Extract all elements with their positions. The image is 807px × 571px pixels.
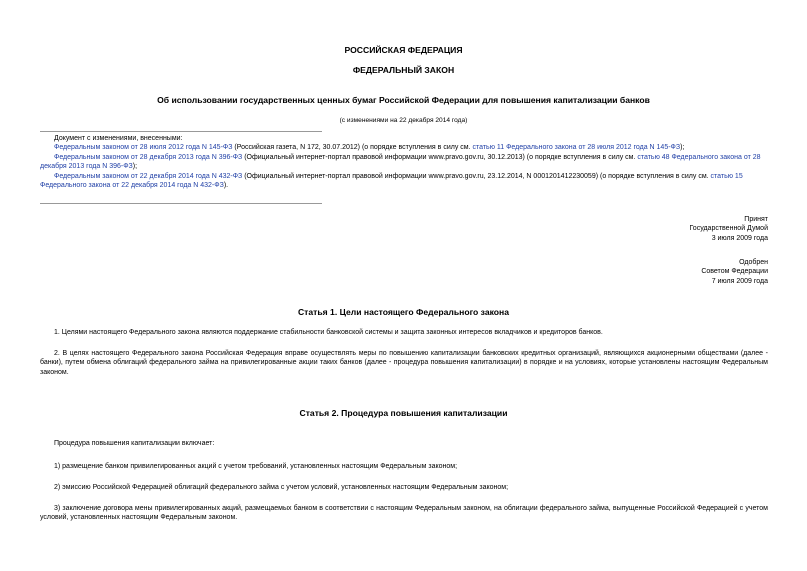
adoption-line: 7 июля 2009 года [711,277,768,285]
adoption-line: Государственной Думой [689,225,768,233]
entry-into-force-link[interactable]: статью 11 Федерального закона от 28 июля 2012 года N 145-ФЗ [472,144,681,152]
change-text: (Официальный интернет-портал правовой информации www.pravo.gov.ru, 30.12.2013) (о порядке вступления в силу см. [242,153,638,161]
change-tail: ); [132,163,138,171]
article-1-paragraph-2: 2. В целях настоящего Федерального закона Российская Федерация вправе осуществлять меры по повышению капитализации банковских кредитных организаций, являющихся акционерными обществами (далее - банки), путем обмена облигаций федерального займа на привилегированные акции таких банков (далее - процедура повышения капитализации) в порядке и на условиях, которые установлены настоящим Федеральным законом. [40,350,768,376]
change-text: (Официальный интернет-портал правовой информации www.pravo.gov.ru, 23.12.2014, N 0001201412230059) (о порядке вступления в силу см. [242,172,711,180]
document-title: Об использовании государственных ценных бумаг Российской Федерации для повышения капитализации банков [157,95,650,105]
article-2-item-2: 2) эмиссию Российской Федерацией облигаций федерального займа с учетом условий, установленных настоящим Федеральным законом; [54,484,509,491]
change-item [40,172,768,191]
article-2-intro: Процедура повышения капитализации включает: [54,440,215,447]
adoption-line: 3 июля 2009 года [711,234,768,242]
article-2-item-1: 1) размещение банком привилегированных акций с учетом требований, установленных настоящим Федеральным законом; [54,463,458,470]
law-type-heading: ФЕДЕРАЛЬНЫЙ ЗАКОН [352,65,455,75]
amending-law-link[interactable]: Федеральным законом от 28 декабря 2013 года N 396-ФЗ [54,153,243,161]
entry-into-force-link[interactable]: статью 48 Федерального закона от 28 декабря 2013 года N 396-ФЗ [40,153,761,171]
changes-top-divider [40,131,322,132]
adoption-duma [560,215,768,243]
change-item [40,153,768,172]
article-1-title: Статья 1. Цели настоящего Федерального закона [297,307,510,317]
adoption-federation-council [560,258,768,286]
federation-heading: РОССИЙСКАЯ ФЕДЕРАЦИЯ [344,45,463,55]
article-2-item-3: 3) заключение договора мены привилегированных акций, размещаемых банком в соответствии с настоящим Федеральным законом, на облигации федерального займа, выпущенные Российской Федерацией с учетом условий, установленных настоящим Федеральным законом. [40,505,768,522]
change-tail: ); [680,144,685,152]
change-tail: ). [223,182,229,190]
change-text: (Российская газета, N 172, 30.07.2012) (о порядке вступления в силу см. [232,144,473,152]
changes-intro: Документ с изменениями, внесенными: [54,135,183,142]
article-2-title: Статья 2. Процедура повышения капитализации [299,408,508,418]
adoption-line: Одобрен [739,259,768,266]
adoption-line: Принят [744,216,768,223]
changes-block [40,134,768,190]
change-item [40,143,768,152]
entry-into-force-link[interactable]: статью 15 Федерального закона от 22 декабря 2014 года N 432-ФЗ [40,172,743,190]
amending-law-link[interactable]: Федеральным законом от 28 июля 2012 года N 145-ФЗ [54,144,233,152]
changes-bottom-divider [40,203,322,204]
article-1-paragraph-1: 1. Целями настоящего Федерального закона являются поддержание стабильности банковской системы и защита законных интересов вкладчиков и кредиторов банков. [54,329,603,336]
amending-law-link[interactable]: Федеральным законом от 22 декабря 2014 года N 432-ФЗ [54,172,243,180]
adoption-line: Советом Федерации [701,268,768,276]
revision-note: (с изменениями на 22 декабря 2014 года) [339,117,468,124]
